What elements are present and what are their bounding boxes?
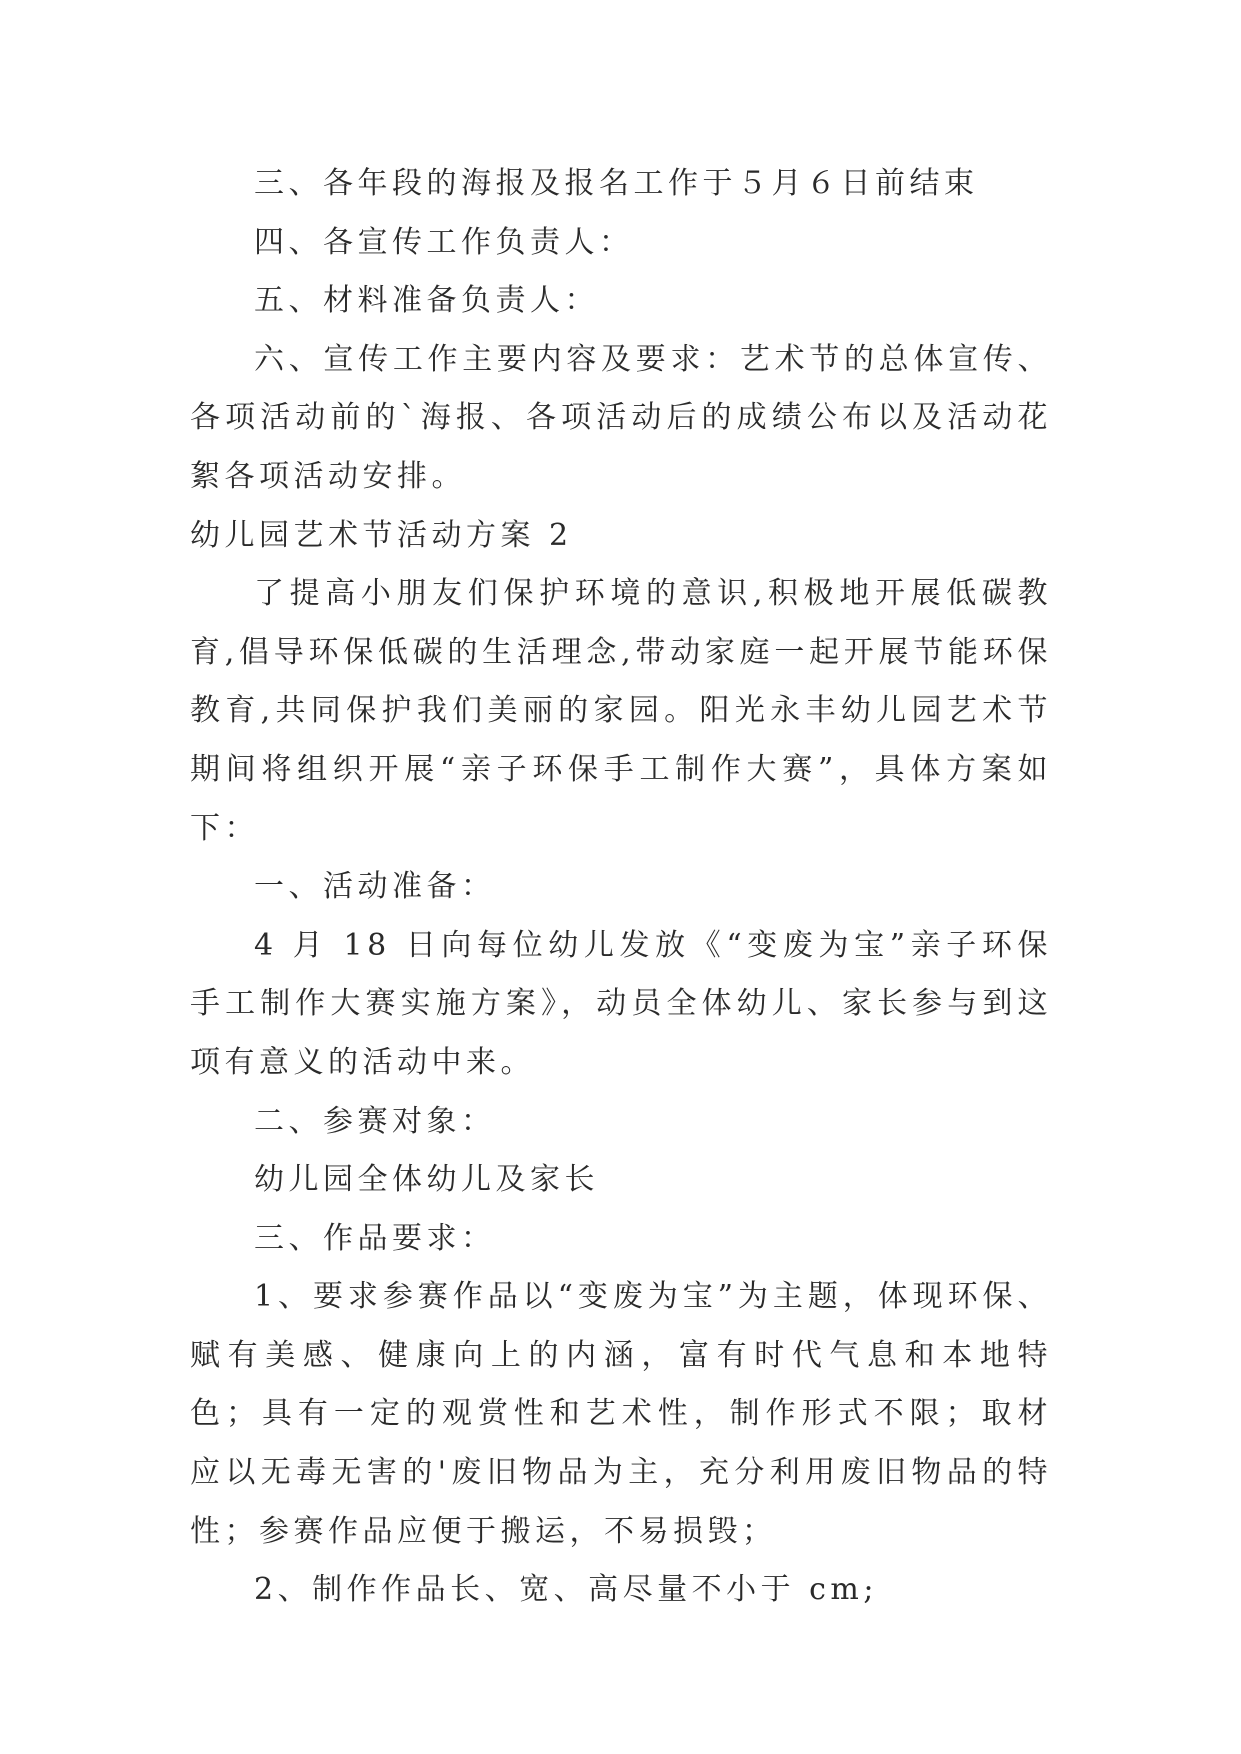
paragraph-intro: 了提高小朋友们保护环境的意识,积极地开展低碳教育,倡导环保低碳的生活理念,带动家庭一起开展节能环保教育,共同保护我们美丽的家园。阳光永丰幼儿园艺术节期间将组织开展“亲子环保手工制作大赛”，具体方案如下： (190, 576, 1052, 846)
paragraph-requirement-1: 1、要求参赛作品以“变废为宝”为主题，体现环保、赋有美感、健康向上的内涵，富有时代气息和本地特色；具有一定的观赏性和艺术性，制作形式不限；取材应以无毒无害的'废旧物品为主，充分利用废旧物品的特性；参赛作品应便于搬运，不易损毁； (190, 1279, 1052, 1549)
paragraph-participants-heading: 二、参赛对象： (254, 1103, 496, 1139)
section-heading-plan-2: 幼儿园艺术节活动方案 2 (190, 517, 573, 553)
paragraph-preparation-heading: 一、活动准备： (254, 869, 496, 905)
paragraph-section-6-publicity-content: 六、宣传工作主要内容及要求：艺术节的总体宣传、各项活动前的`海报、各项活动后的成绩公布以及活动花絮各项活动安排。 (190, 341, 1052, 494)
paragraph-requirements-heading: 三、作品要求： (254, 1220, 496, 1256)
paragraph-participants-body: 幼儿园全体幼儿及家长 (254, 1162, 599, 1198)
paragraph-section-5-materials-lead: 五、材料准备负责人： (254, 283, 599, 319)
paragraph-requirement-2: 2、制作作品长、宽、高尽量不小于 cm; (254, 1572, 878, 1608)
paragraph-preparation-body: 4 月 18 日向每位幼儿发放《“变废为宝”亲子环保手工制作大赛实施方案》，动员全体幼儿、家长参与到这项有意义的活动中来。 (190, 927, 1052, 1080)
paragraph-section-3-poster: 三、各年段的海报及报名工作于５月６日前结束 (254, 166, 979, 201)
paragraph-section-4-publicity-lead: 四、各宣传工作负责人： (254, 224, 634, 260)
document-body (190, 155, 1052, 1620)
